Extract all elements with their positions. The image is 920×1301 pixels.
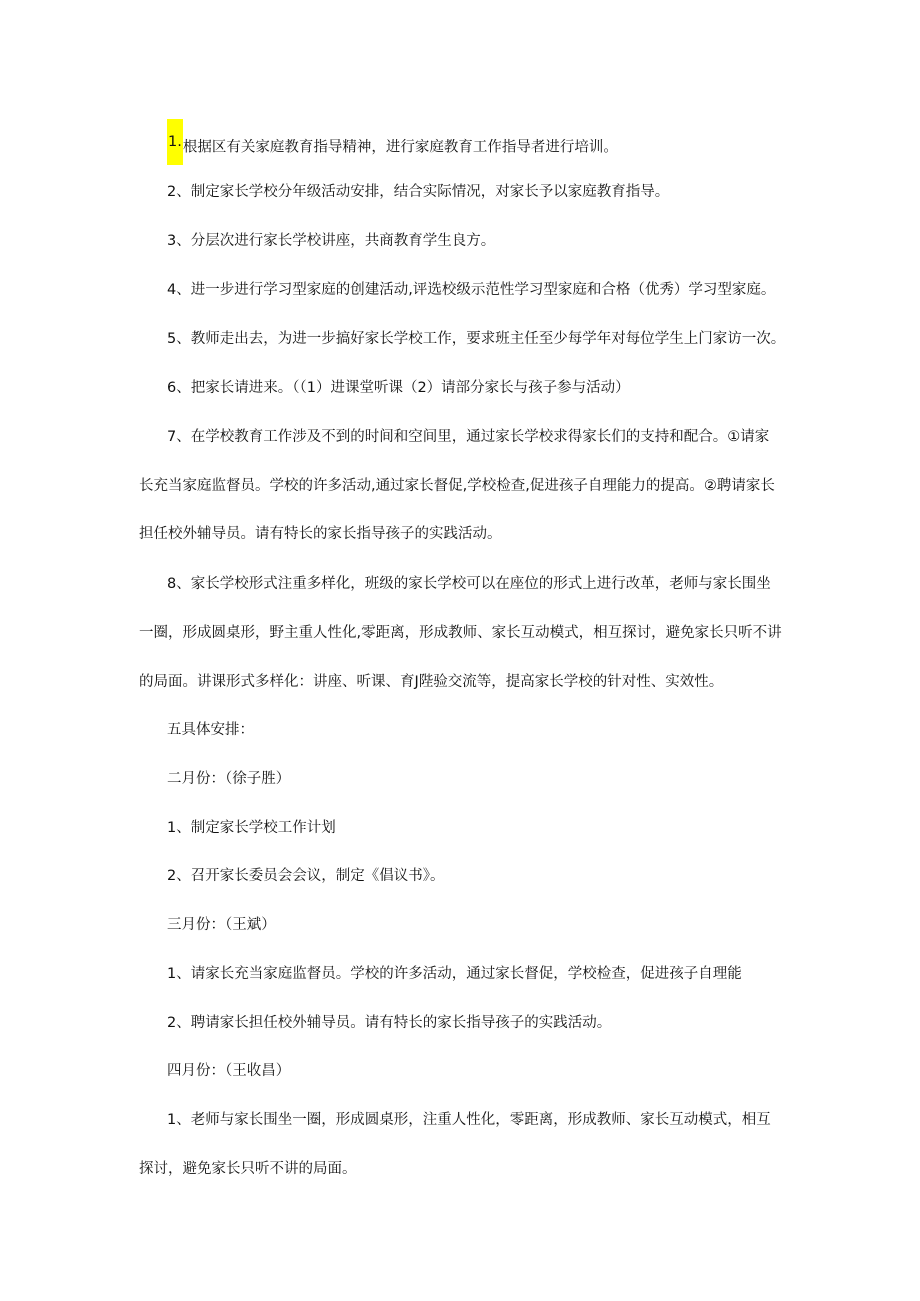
paragraph-8-line-1: 8、家长学校形式注重多样化，班级的家长学校可以在座位的形式上进行改革，老师与家长围坐 xyxy=(167,576,771,592)
paragraph-4: 4、进一步进行学习型家庭的创建活动,评选校级示范性学习型家庭和合格（优秀）学习型家庭。 xyxy=(167,282,776,298)
paragraph-8-line-2: 一圈，形成圆桌形，野主重人性化,零距离，形成教师、家长互动模式，相互探讨，避免家长只听不讲 xyxy=(139,625,782,641)
march-item-2: 2、聘请家长担任校外辅导员。请有特长的家长指导孩子的实践活动。 xyxy=(167,1015,612,1031)
paragraph-3: 3、分层次进行家长学校讲座，共商教育学生良方。 xyxy=(167,233,496,249)
march-item-1: 1、请家长充当家庭监督员。学校的许多活动，通过家长督促，学校检查，促进孩子自理能 xyxy=(167,966,742,982)
paragraph-7-line-2: 长充当家庭监督员。学校的许多活动,通过家长督促,学校检查,促进孩子自理能力的提高。②聘请家长 xyxy=(139,478,775,494)
march-heading: 三月份：（王斌） xyxy=(167,917,276,933)
february-item-1: 1、制定家长学校工作计划 xyxy=(167,820,336,836)
paragraph-1-text: 根据区有关家庭教育指导精神，进行家庭教育工作指导者进行培训。 xyxy=(182,139,618,156)
paragraph-2: 2、制定家长学校分年级活动安排，结合实际情况，对家长予以家庭教育指导。 xyxy=(167,184,670,200)
paragraph-5: 5、教师走出去，为进一步搞好家长学校工作，要求班主任至少每学年对每位学生上门家访一次。 xyxy=(167,331,786,347)
section-heading-5: 五具体安排： xyxy=(167,722,254,738)
april-item-1-line-1: 1、老师与家长围坐一圈，形成圆桌形，注重人性化，零距离，形成教师、家长互动模式，相互 xyxy=(167,1112,771,1128)
paragraph-7-line-1: 7、在学校教育工作涉及不到的时间和空间里，通过家长学校求得家长们的支持和配合。①请家 xyxy=(167,429,770,445)
april-item-1-line-2: 探讨，避免家长只听不讲的局面。 xyxy=(139,1161,357,1177)
paragraph-1 xyxy=(0,130,920,165)
paragraph-7-line-3: 担任校外辅导员。请有特长的家长指导孩子的实践活动。 xyxy=(139,526,502,542)
highlighted-number: 1. xyxy=(167,119,183,165)
february-heading: 二月份：（徐子胜） xyxy=(167,771,291,787)
april-heading: 四月份：（王收昌） xyxy=(167,1063,291,1079)
paragraph-8-line-3: 的局面。讲课形式多样化：讲座、听课、育J陛验交流等，提高家长学校的针对性、实效性。 xyxy=(139,674,724,690)
february-item-2: 2、召开家长委员会会议，制定《倡议书》。 xyxy=(167,868,445,884)
paragraph-6: 6、把家长请进来。（（1）进课堂听课（2）请部分家长与孩子参与活动） xyxy=(167,380,630,396)
